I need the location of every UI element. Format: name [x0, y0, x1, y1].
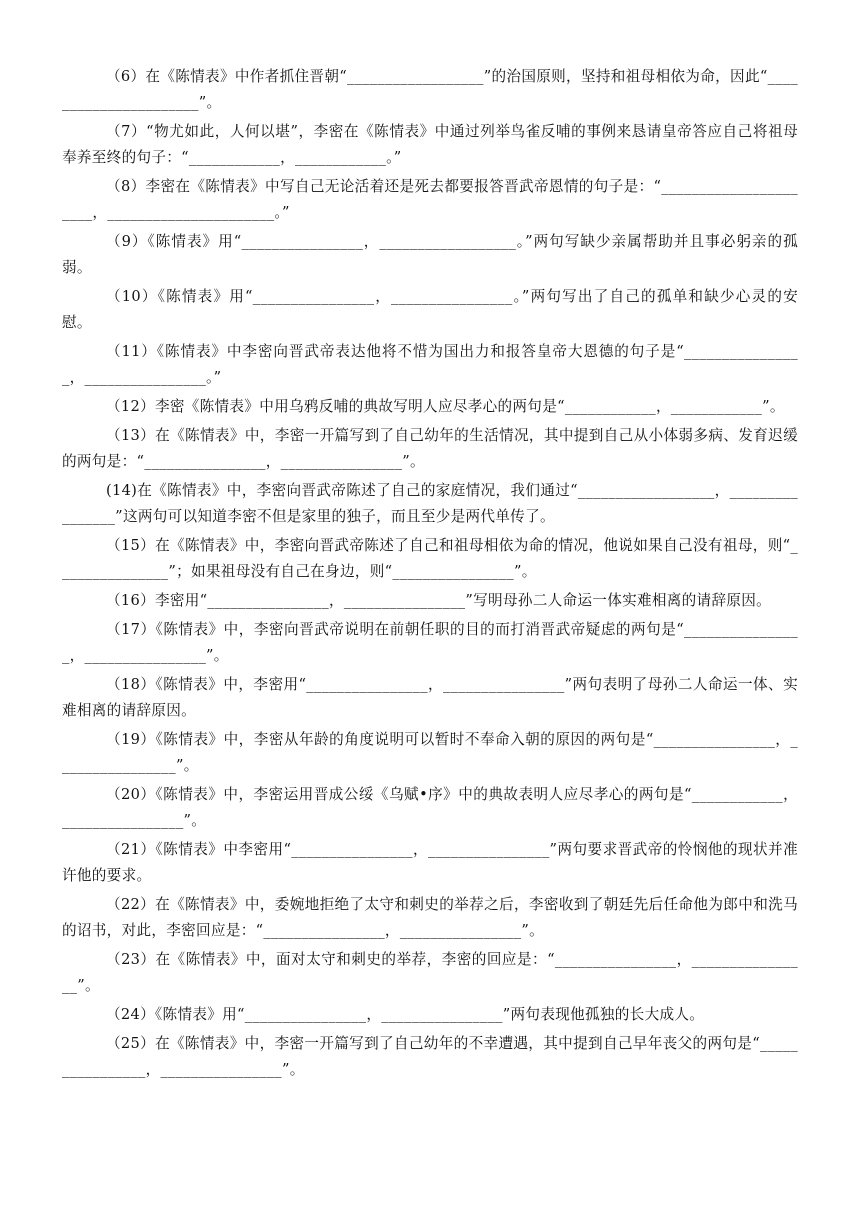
question-10: （10）《陈情表》用“________________，________________。”两句写出了自己的孤单和缺少心灵的安慰。: [62, 288, 798, 331]
question-14: (14)在《陈情表》中，李密向晋武帝陈述了自己的家庭情况，我们通过“__________________，________________”这两句可以知道李密不但是家里的独子，而且至少是两代单传了。: [62, 482, 798, 525]
question-9: （9）《陈情表》用“________________，__________________。”两句写缺少亲属帮助并且事必躬亲的孤弱。: [62, 233, 798, 276]
question-8: （8）李密在《陈情表》中写自己无论活着还是死去都要报答晋武帝恩情的句子是：“______________________，______________________。”: [62, 178, 798, 221]
question-18: （18）《陈情表》中，李密用“________________，________________”两句表明了母孙二人命运一体、实难相离的请辞原因。: [62, 676, 798, 719]
question-13: （13）在《陈情表》中，李密一开篇写到了自己幼年的生活情况，其中提到自己从小体弱多病、发育迟缓的两句是：“________________，________________”。: [62, 427, 798, 470]
question-6: （6）在《陈情表》中作者抓住晋朝“__________________”的治国原则，坚持和祖母相依为命，因此“______________________”。: [62, 68, 798, 111]
question-22: （22）在《陈情表》中，委婉地拒绝了太守和刺史的举荐之后，李密收到了朝廷先后任命他为郎中和洗马的诏书，对此，李密回应是：“________________，________________”。: [62, 896, 798, 939]
question-20: （20）《陈情表》中，李密运用晋成公绥《乌赋•序》中的典故表明人应尽孝心的两句是“____________，________________”。: [62, 786, 798, 829]
question-16: （16）李密用“________________，________________”写明母孙二人命运一体实难相离的请辞原因。: [106, 592, 772, 609]
question-11: （11）《陈情表》中李密向晋武帝表达他将不惜为国出力和报答皇帝大恩德的句子是“________________，________________。”: [62, 343, 798, 386]
question-7: （7）“物尤如此，人何以堪”，李密在《陈情表》中通过列举鸟雀反哺的事例来恳请皇帝答应自己将祖母奉养至终的句子：“____________，____________。”: [62, 123, 798, 166]
question-15: （15）在《陈情表》中，李密向晋武帝陈述了自己和祖母相依为命的情况，他说如果自己没有祖母，则“_______________”；如果祖母没有自己在身边，则“________________”。: [62, 537, 798, 580]
question-17: （17）《陈情表》中，李密向晋武帝说明在前朝任职的目的而打消晋武帝疑虑的两句是“________________，________________”。: [62, 621, 798, 664]
question-21: （21）《陈情表》中李密用“________________，________________”两句要求晋武帝的怜悯他的现状并准许他的要求。: [62, 841, 798, 884]
question-list: [62, 64, 798, 1086]
question-12: （12）李密《陈情表》中用乌鸦反哺的典故写明人应尽孝心的两句是“____________，____________”。: [106, 398, 785, 415]
question-24: （24）《陈情表》用“________________，________________”两句表现他孤独的长大成人。: [106, 1006, 705, 1023]
question-25: （25）在《陈情表》中，李密一开篇写到了自己幼年的不幸遭遇，其中提到自己早年丧父的两句是“________________，________________”。: [62, 1035, 798, 1078]
question-19: （19）《陈情表》中，李密从年龄的角度说明可以暂时不奉命入朝的原因的两句是“________________，________________”。: [62, 731, 798, 774]
question-23: （23）在《陈情表》中，面对太守和刺史的举荐，李密的回应是：“________________，________________”。: [62, 951, 798, 994]
